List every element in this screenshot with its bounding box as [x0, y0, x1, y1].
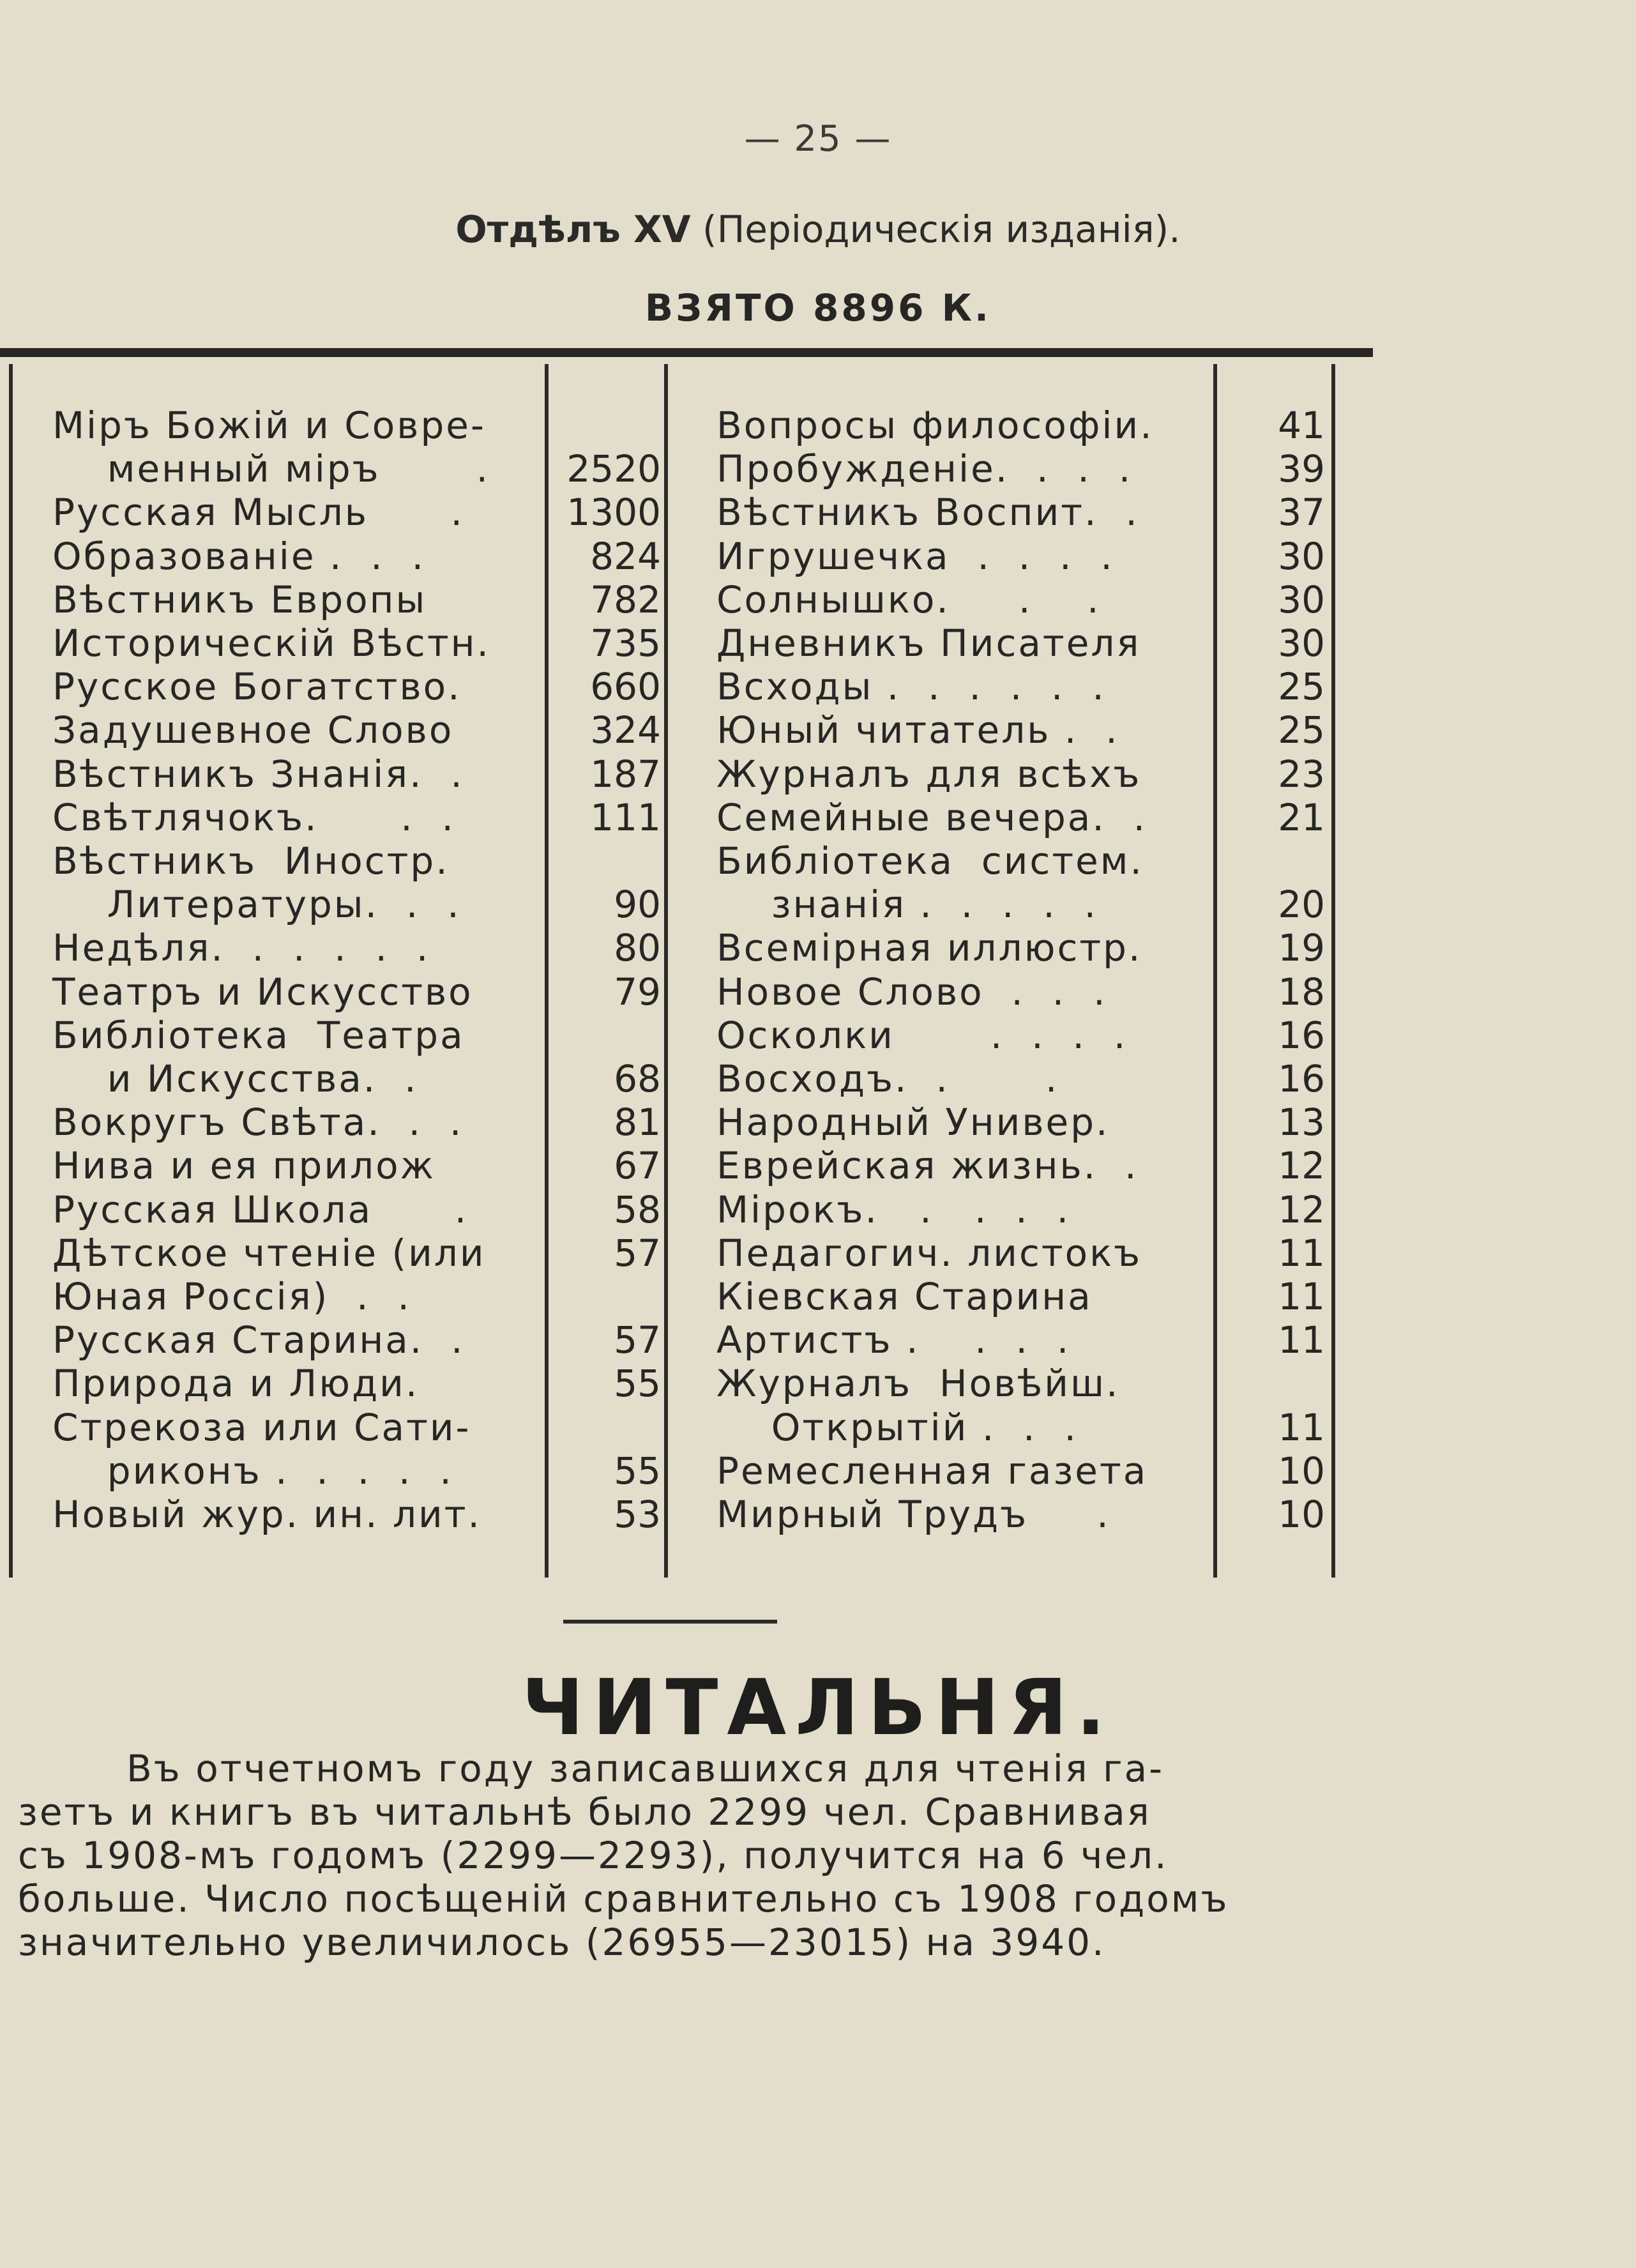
periodical-count: 824 — [590, 535, 661, 578]
periodical-title: Кіевская Старина — [716, 1275, 1093, 1318]
section-title-rest: (Періодическія изданія). — [690, 208, 1181, 251]
periodical-count: 55 — [614, 1449, 661, 1493]
periodical-title: Мирный Трудъ . — [716, 1493, 1110, 1536]
page-number: — 25 — — [744, 118, 892, 160]
periodical-count: 324 — [590, 708, 661, 752]
periodical-count: 11 — [1278, 1406, 1325, 1449]
periodical-title: Новый жур. ин. лит. — [52, 1493, 481, 1536]
periodical-title: Всеміpная иллюстр. — [716, 926, 1142, 970]
periodical-title: Восходъ. . . — [716, 1057, 1059, 1100]
periodical-title: Русское Богатство. — [52, 665, 462, 708]
periodical-count: 41 — [1278, 404, 1325, 447]
periodical-title: Стрекоза или Сати- — [52, 1406, 471, 1449]
periodical-count: 18 — [1278, 970, 1325, 1014]
periodical-title: Свѣтлячокъ. . . — [52, 796, 455, 839]
periodical-title: Юная Россія) . . — [52, 1275, 411, 1318]
periodical-title: Библіотека Театра — [52, 1014, 465, 1057]
table-rule-right — [1331, 364, 1335, 1578]
periodical-count: 11 — [1278, 1231, 1325, 1275]
periodical-title: Русская Старина. . — [52, 1318, 465, 1362]
paragraph-line: значительно увеличилось (26955—23015) на 3940. — [18, 1921, 1106, 1964]
periodical-count: 25 — [1278, 665, 1325, 708]
periodical-title: Юный читатель . . — [716, 708, 1119, 752]
periodical-title: Открытій . . . — [716, 1406, 1078, 1449]
periodical-count: 21 — [1278, 796, 1325, 839]
periodical-count: 11 — [1278, 1318, 1325, 1362]
periodical-title: Осколки . . . . — [716, 1014, 1128, 1057]
periodical-count: 57 — [614, 1318, 661, 1362]
periodical-title: Міръ Божій и Совре- — [52, 404, 486, 447]
periodical-title: Историческій Вѣстн. — [52, 621, 490, 665]
periodical-count: 25 — [1278, 708, 1325, 752]
periodical-title: Театръ и Искусство — [52, 970, 473, 1014]
periodical-title: Библіотека систем. — [716, 839, 1144, 883]
periodical-title: Литературы. . . — [52, 883, 461, 926]
periodical-count: 660 — [590, 665, 661, 708]
periodical-title: менный міръ . — [52, 447, 490, 491]
reading-room-paragraph — [18, 1747, 1359, 1964]
periodical-title: Русская Мысль . — [52, 491, 465, 534]
table-rule-mid-b — [664, 364, 668, 1578]
periodical-title: Педагогич. листокъ — [716, 1231, 1142, 1275]
periodical-count: 735 — [590, 621, 661, 665]
periodical-title: Мірокъ. . . . . — [716, 1188, 1071, 1231]
periodical-title: Ремесленная газета — [716, 1449, 1148, 1493]
paragraph-line: Въ отчетномъ году записавшихся для чтенія га- — [126, 1747, 1165, 1790]
periodical-title: Вѣстникъ Воспит. . — [716, 491, 1139, 534]
periodical-count: 67 — [614, 1144, 661, 1187]
periodical-count: 81 — [614, 1100, 661, 1144]
periodical-count: 23 — [1278, 752, 1325, 796]
periodical-title: риконъ . . . . . — [52, 1449, 453, 1493]
periodical-count: 90 — [614, 883, 661, 926]
periodical-title: Вѣстникъ Иностр. — [52, 839, 450, 883]
section-title — [0, 208, 1636, 251]
periodical-title: Еврейская жизнь. . — [716, 1144, 1139, 1187]
periodical-title: Вопросы философіи. — [716, 404, 1154, 447]
periodical-title: Всходы . . . . . . — [716, 665, 1106, 708]
periodical-title: Новое Слово . . . — [716, 970, 1107, 1014]
periodical-count: 2520 — [566, 447, 661, 491]
periodical-count: 10 — [1278, 1493, 1325, 1536]
periodical-count: 58 — [614, 1188, 661, 1231]
periodical-title: Вѣстникъ Европы — [52, 578, 427, 621]
reading-room-heading: ЧИТАЛЬНЯ. — [522, 1664, 1114, 1753]
paragraph-line: съ 1908-мъ годомъ (2299—2293), получится на 6 чел. — [18, 1834, 1169, 1877]
periodical-title: и Искусства. . — [52, 1057, 418, 1100]
paragraph-line: больше. Число посѣщеній сравнительно съ 1908 годомъ — [18, 1877, 1229, 1921]
periodical-title: Солнышко. . . — [716, 578, 1101, 621]
periodical-title: Недѣля. . . . . . — [52, 926, 430, 970]
periodical-count: 1300 — [566, 491, 661, 534]
periodical-count: 782 — [590, 578, 661, 621]
periodical-title: Игрушечка . . . . — [716, 535, 1114, 578]
periodical-title: Природа и Люди. — [52, 1362, 420, 1405]
periodical-count: 53 — [614, 1493, 661, 1536]
periodical-count: 30 — [1278, 535, 1325, 578]
periodical-title: Образованіе . . . — [52, 535, 426, 578]
periodical-count: 80 — [614, 926, 661, 970]
periodical-title: Дѣтское чтеніе (или — [52, 1231, 486, 1275]
periodical-count: 19 — [1278, 926, 1325, 970]
periodical-count: 30 — [1278, 621, 1325, 665]
paragraph-line: зетъ и книгъ въ читальнѣ было 2299 чел. Сравнивая — [18, 1790, 1151, 1834]
periodical-count: 37 — [1278, 491, 1325, 534]
periodical-count: 13 — [1278, 1100, 1325, 1144]
periodical-title: Журналъ для всѣхъ — [716, 752, 1142, 796]
periodical-count: 12 — [1278, 1188, 1325, 1231]
periodical-count: 12 — [1278, 1144, 1325, 1187]
periodical-count: 10 — [1278, 1449, 1325, 1493]
periodical-count: 39 — [1278, 447, 1325, 491]
periodical-count: 11 — [1278, 1275, 1325, 1318]
table-rule-left — [9, 364, 13, 1578]
periodical-title: знанія . . . . . — [716, 883, 1098, 926]
table-rule-mid-c — [1213, 364, 1217, 1578]
periodical-count: 20 — [1278, 883, 1325, 926]
separator-rule — [563, 1620, 777, 1624]
periodical-count: 30 — [1278, 578, 1325, 621]
periodical-count: 111 — [590, 796, 661, 839]
periodical-count: 187 — [590, 752, 661, 796]
periodical-title: Задушевное Слово — [52, 708, 454, 752]
periodical-title: Артистъ . . . . — [716, 1318, 1071, 1362]
section-title-bold: Отдѣлъ XV — [455, 208, 691, 251]
periodical-title: Вокругъ Свѣта. . . — [52, 1100, 464, 1144]
periodical-title: Вѣстникъ Знанія. . — [52, 752, 464, 796]
periodical-title: Дневникъ Писателя — [716, 621, 1141, 665]
periodical-count: 16 — [1278, 1014, 1325, 1057]
periodical-title: Нива и ея прилож — [52, 1144, 436, 1187]
periodical-title: Русская Школа . — [52, 1188, 469, 1231]
periodical-title: Народный Универ. — [716, 1100, 1110, 1144]
periodical-count: 79 — [614, 970, 661, 1014]
periodical-title: Семейные вечера. . — [716, 796, 1147, 839]
periodical-count: 55 — [614, 1362, 661, 1405]
section-subtitle: ВЗЯТО 8896 К. — [644, 286, 992, 330]
periodical-count: 16 — [1278, 1057, 1325, 1100]
periodical-title: Журналъ Новѣйш. — [716, 1362, 1120, 1405]
table-top-rule — [0, 348, 1373, 357]
periodical-count: 68 — [614, 1057, 661, 1100]
periodical-count: 57 — [614, 1231, 661, 1275]
periodical-title: Пробужденіе. . . . — [716, 447, 1133, 491]
